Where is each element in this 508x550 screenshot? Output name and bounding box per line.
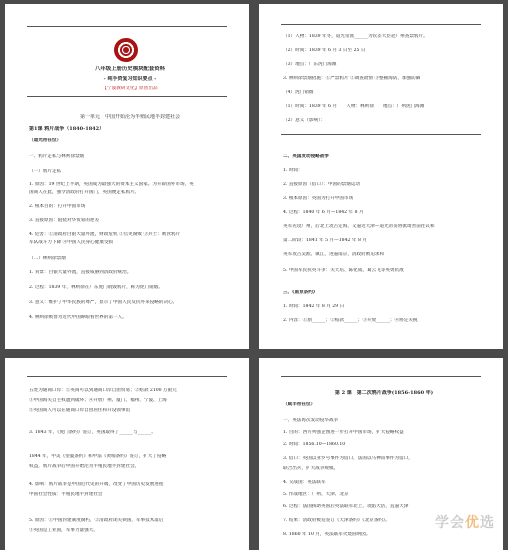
text-line: 4. 交战国：英法联军 [283, 480, 326, 485]
text-line: 2. 内容：①割______；②赔款______；③开放______；④协定关税 [283, 318, 418, 323]
text-line: 英军攻占吴淞、镇江，进逼南京，清政府被迫求和 [283, 252, 385, 257]
text-line: 1. 时间： [283, 168, 303, 173]
text-line: 2. 过程：1839 年，林则徐在广东虎门销毁鸦片，称为虎门销烟。 [29, 285, 163, 290]
text-line: ③英国是工业国，军事力量强大。 [29, 528, 98, 533]
text-line: （1）人物：1839 年冬，道光帝派______为钦差大臣赴广州查禁鸦片。 [283, 34, 428, 39]
text-line: 1844 年，中美《望厦条约》和中法《黄埔条约》签订，扩大了侵略 [29, 454, 167, 459]
document-page-2 [259, 4, 503, 349]
text-line: ⑤英国商人可以在通商口岸自由居住和开设领事馆 [29, 408, 131, 413]
top-rule [27, 26, 227, 27]
text-line: 5. 作战地区：广州、天津、北京 [283, 492, 349, 497]
text-line: 4. 危害：①清政府白银大量外流，财政危机 ②官吏腐败 ③兵士：吸食鸦片 [29, 232, 181, 237]
text-line: 3. 意义：维护了中华民族的尊严，显示了中国人民反抗外来侵略的决心。 [29, 300, 178, 305]
text-line: 五处为通商口岸：①英商可以到通商口岸自由贸易；②赔款 2100 万银元 [29, 388, 177, 393]
text-line: 6. 过程：法国援助英国后英法联军北上，攻陷大沽，直逼天津 [283, 504, 409, 509]
text-line: 一、鸦片走私与林则徐禁烟 [29, 154, 85, 159]
text-line: 4. 过程：1840 年 6 月—1842 年 8 月 [283, 210, 364, 215]
lesson-heading: 第 2 课 第二次鸦片战争(1856-1860 年) [334, 390, 434, 396]
text-line: 1. 目的：西方列强企图进一步打开中国市场，扩大侵略权益 [283, 430, 404, 435]
document-page-1 [5, 4, 249, 349]
text-line: 1. 背景：白银大量外流，直接威胁到清政府统治。 [29, 270, 132, 275]
text-line: 1. 时间：1842 年 8 月 29 日 [283, 304, 345, 309]
section-heading: 二、英国发动侵略战争 [283, 154, 329, 159]
text-line: 3. 1843 年，《虎门条约》签订，英国取得了______与______。 [29, 430, 156, 435]
watermark-logo: 学会优选 [435, 515, 495, 531]
text-line: （2）意义（影响）： [283, 118, 325, 123]
text-line: 3. 林则徐禁烟措施：①严禁鸦片 ②调查敌情 ③整顿海防，加强防御 [283, 76, 421, 81]
document-page-4 [259, 358, 503, 550]
text-line: 国商人在此，强令清政府打开国门，英国便走私鸦片。 [29, 190, 140, 195]
text-line: 2. 根本目的：打开中国市场 [29, 204, 86, 209]
text-line: （3）地点：广东虎门海滩 [283, 62, 337, 67]
text-line: 3. 直接原因：阻挠对华贸易的逆差 [29, 218, 100, 223]
text-line: 4. 林则徐被誉为近代中国睁眼看世界的第一人。 [29, 315, 127, 320]
text-line: 5. 原因：①中国封建制度腐朽，②清政府闭关锁国，军事技术落后 [29, 518, 164, 523]
text-line: 5. 中国军民抗英斗争：关天培、陈化成、葛云飞等英勇抗敌 [283, 268, 404, 273]
text-line: 第二阶段：1841 年 5 月—1842 年 8 月 [283, 238, 367, 243]
text-line: ③中国海关自主权遭到破坏；④开放广州、厦门、福州、宁波、上海 [29, 398, 167, 403]
scope-label: （道光帝在位） [29, 138, 62, 143]
lesson-heading: 第1课 鸦片战争（1840-1842） [29, 126, 105, 132]
text-line: 中国社会性质：半殖民地半封建社会 [29, 492, 103, 497]
document-subtitle: - 纯手资复习知识要点 - [103, 76, 157, 82]
text-line: 3. 借口：英国以亚罗号事件为借口，法国以马神甫事件为借口， [283, 456, 413, 461]
text-line: 4. 影响：鸦片战争是中国近代史的开端，改变了中国历史发展进程 [29, 482, 164, 487]
text-line: 3. 根本原因：英国为打开中国市场 [283, 196, 354, 201]
text-line: 一、英法再次发动侵华战争 [283, 418, 339, 423]
top-rule [281, 376, 481, 377]
text-line: （一）鸦片走私 [29, 169, 62, 174]
top-rule [281, 24, 481, 25]
document-title: 八年级上册历史模块配套资料 [94, 66, 166, 72]
unit-heading: 第一单元 中国开始沦为半殖民地半封建社会 [79, 114, 180, 120]
text-line: 联合出兵，扩大战争规模。 [283, 466, 339, 471]
section-heading: 三、《南京条约》 [283, 290, 318, 295]
top-rule [27, 376, 227, 377]
text-line: 1. 原因：19 世纪上半期，英国成为最强大的资本主义国家。为开辟国外市场，英 [29, 182, 194, 187]
text-line: （1）时间：1839 年 6 月 人物：林则徐 地点：广州虎门海滩 [283, 104, 425, 109]
text-line: （二）林则徐禁烟 [29, 256, 66, 261]
text-line: 权益，鸦片战争后中国开始沦为半殖民地半封建社会。 [29, 464, 140, 469]
text-line: 8. 1860 年 10 月，英法联军火烧圆明园。 [283, 532, 371, 537]
text-line: 军队战斗力下降 ④中国人民身心健康受损 [29, 240, 114, 245]
title-rule [27, 96, 227, 97]
red-tag: 【宁波教研文化】原创出品 [102, 86, 158, 91]
text-line: 英军先攻广州，后北上攻占定海，又逼近天津—道光帝妥协派琦善前往议和 [283, 224, 435, 229]
text-line: （4）虎门销烟 [283, 90, 314, 95]
text-line: 7. 结果：清政府被迫签订《天津条约》《北京条约》。 [283, 518, 390, 523]
school-seal-icon [114, 38, 138, 62]
scope-label: （咸丰帝在位） [283, 402, 316, 407]
document-page-3 [5, 358, 249, 550]
section-rule [281, 134, 481, 135]
text-line: 2. 时间：1856.10—1860.10 [283, 442, 346, 447]
text-line: （2）时间：1839 年 6 月 3 日至 25 日 [283, 48, 366, 53]
text-line: 2. 直接原因（借口）：中国的禁烟运动 [283, 182, 361, 187]
